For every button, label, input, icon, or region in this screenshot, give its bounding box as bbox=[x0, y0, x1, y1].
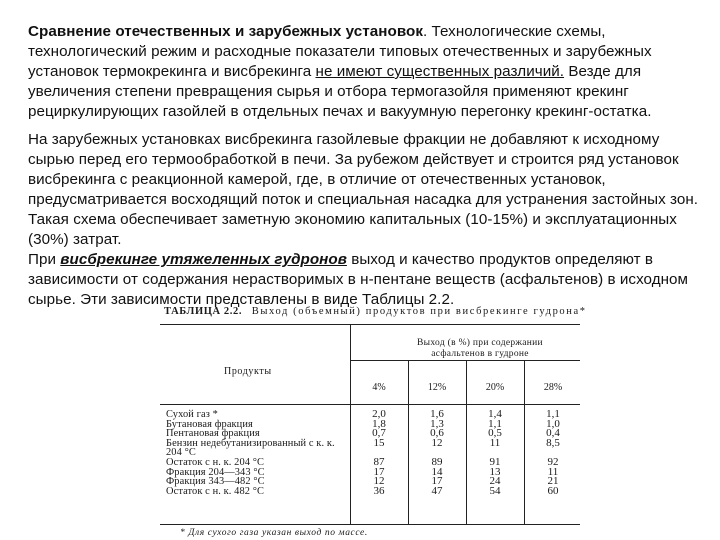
table-cell: 0,7 bbox=[372, 427, 386, 440]
row-label: Фракция 343—482 °С bbox=[166, 476, 265, 488]
table-title bbox=[164, 306, 587, 317]
table-cell: 15 bbox=[373, 436, 385, 449]
row-labels bbox=[166, 410, 335, 496]
table-cell: 60 bbox=[547, 484, 559, 497]
yield-header bbox=[392, 338, 568, 360]
column-values-4 bbox=[359, 410, 399, 496]
row-label: Фракция 204—343 °С bbox=[166, 466, 265, 478]
paragraph-text: выход и качество продуктов определяют в зависимости от содержания нерастворимых в н-пентане веществ (асфальтенов) в исходном сырье. Эти зависимости представлены в виде Таблицы 2.2. bbox=[28, 251, 689, 308]
table-cell: 12 bbox=[431, 436, 443, 449]
column-values-28 bbox=[533, 410, 573, 496]
paragraph-foreign: На зарубежных установках висбрекинга газойлевые фракции не добавляют к исходному сырью перед его термообработкой в печи. За рубежом действует и строится ряд установок висбрекинга с реакционной камерой, где, в отличие от отечественных установок, предусматривается восходящий поток и специальная насадка для устранения застойных зон. Такая схема обеспечивает заметную экономию капитальных (10-15%) и эксплуатационных (30%) затрат. bbox=[28, 131, 699, 248]
table-cell: 1,1 bbox=[488, 417, 502, 430]
table-cell: 92 bbox=[547, 455, 559, 468]
column-values-12 bbox=[417, 410, 457, 496]
table-cell: 11 bbox=[547, 465, 559, 478]
paragraph-text: При bbox=[28, 251, 61, 268]
products-header: Продукты bbox=[224, 366, 272, 377]
table-column-divider bbox=[350, 325, 351, 525]
table-footnote: * Для сухого газа указан выход по массе. bbox=[180, 528, 368, 538]
column-header-20: 20% bbox=[485, 382, 505, 393]
table-cell: 1,4 bbox=[488, 408, 502, 420]
table-subheader-rule bbox=[350, 360, 580, 361]
table-cell: 17 bbox=[431, 475, 443, 488]
column-header-12: 12% bbox=[427, 382, 447, 393]
table-cell: 11 bbox=[489, 436, 501, 449]
table-column-divider bbox=[408, 360, 409, 525]
table-cell: 17 bbox=[373, 465, 385, 478]
table-column-divider bbox=[466, 360, 467, 525]
table-cell: 1,1 bbox=[546, 408, 560, 420]
table-cell: 1,8 bbox=[372, 417, 386, 430]
section-lead: Сравнение отечественных и зарубежных установок bbox=[28, 23, 423, 40]
table-cell: 12 bbox=[373, 475, 385, 488]
row-label: Остаток с н. к. 204 °С bbox=[166, 456, 265, 468]
table-cell: 54 bbox=[489, 484, 501, 497]
table-cell: 87 bbox=[373, 455, 385, 468]
table-top-rule bbox=[160, 324, 580, 325]
yield-header-line: Выход (в %) при содержании bbox=[417, 338, 543, 348]
row-label: 204 °С bbox=[166, 447, 196, 459]
paragraph-comparison bbox=[28, 22, 700, 122]
row-label: Пентановая фракция bbox=[166, 428, 260, 440]
table-column-divider bbox=[524, 360, 525, 525]
table-cell: 91 bbox=[489, 455, 501, 468]
emphasized-phrase: висбрекинге утяжеленных гудронов bbox=[60, 251, 347, 268]
yield-header-line: асфальтенов в гудроне bbox=[431, 349, 529, 359]
table-cell: 0,5 bbox=[488, 427, 502, 440]
table-number: ТАБЛИЦА 2.2. bbox=[164, 306, 243, 317]
underlined-phrase: не имеют существенных различий. bbox=[315, 63, 565, 80]
table-cell: 24 bbox=[489, 475, 501, 488]
table-header-rule bbox=[160, 404, 580, 405]
row-label: Остаток с н. к. 482 °С bbox=[166, 485, 265, 497]
table-cell: 2,0 bbox=[372, 408, 386, 420]
table-cell: 1,0 bbox=[546, 417, 560, 430]
column-header-28: 28% bbox=[543, 382, 563, 393]
table-cell: 0,6 bbox=[430, 427, 444, 440]
table-cell: 21 bbox=[547, 475, 559, 488]
table-cell: 13 bbox=[489, 465, 501, 478]
row-label: Сухой газ * bbox=[166, 409, 218, 420]
paragraph-text: Везде для увеличения степени превращения сырья и отбора термогазойля применяют крекинг рециркулирующих газойлей в отдельных печах и вакуумную перегонку крекинг-остатка. bbox=[28, 63, 652, 120]
table-cell: 0,4 bbox=[546, 427, 560, 440]
column-values-20 bbox=[475, 410, 515, 496]
row-label: Бутановая фракция bbox=[166, 418, 253, 430]
column-header-4: 4% bbox=[372, 382, 386, 393]
paragraph-text: . Технологические схемы, технологический режим и расходные показатели типовых отечественных и зарубежных установок термокрекинга и висбрекинга bbox=[28, 23, 652, 80]
table-cell: 8,5 bbox=[546, 436, 560, 449]
table-cell: 89 bbox=[431, 455, 443, 468]
paragraph-heavy-residue bbox=[28, 250, 700, 310]
table-cell: 1,3 bbox=[430, 417, 444, 430]
table-cell: 47 bbox=[431, 484, 443, 497]
table-2-2 bbox=[160, 306, 587, 538]
table-cell: 1,6 bbox=[430, 408, 444, 420]
table-cell: 36 bbox=[373, 484, 385, 497]
table-cell: 14 bbox=[431, 465, 443, 478]
row-label: Бензин недебутанизированный с к. к. bbox=[166, 437, 335, 449]
table-caption: Выход (объемный) продуктов при висбрекинге гудрона* bbox=[251, 306, 587, 317]
table-bottom-rule bbox=[160, 524, 580, 525]
document-text bbox=[28, 22, 700, 310]
